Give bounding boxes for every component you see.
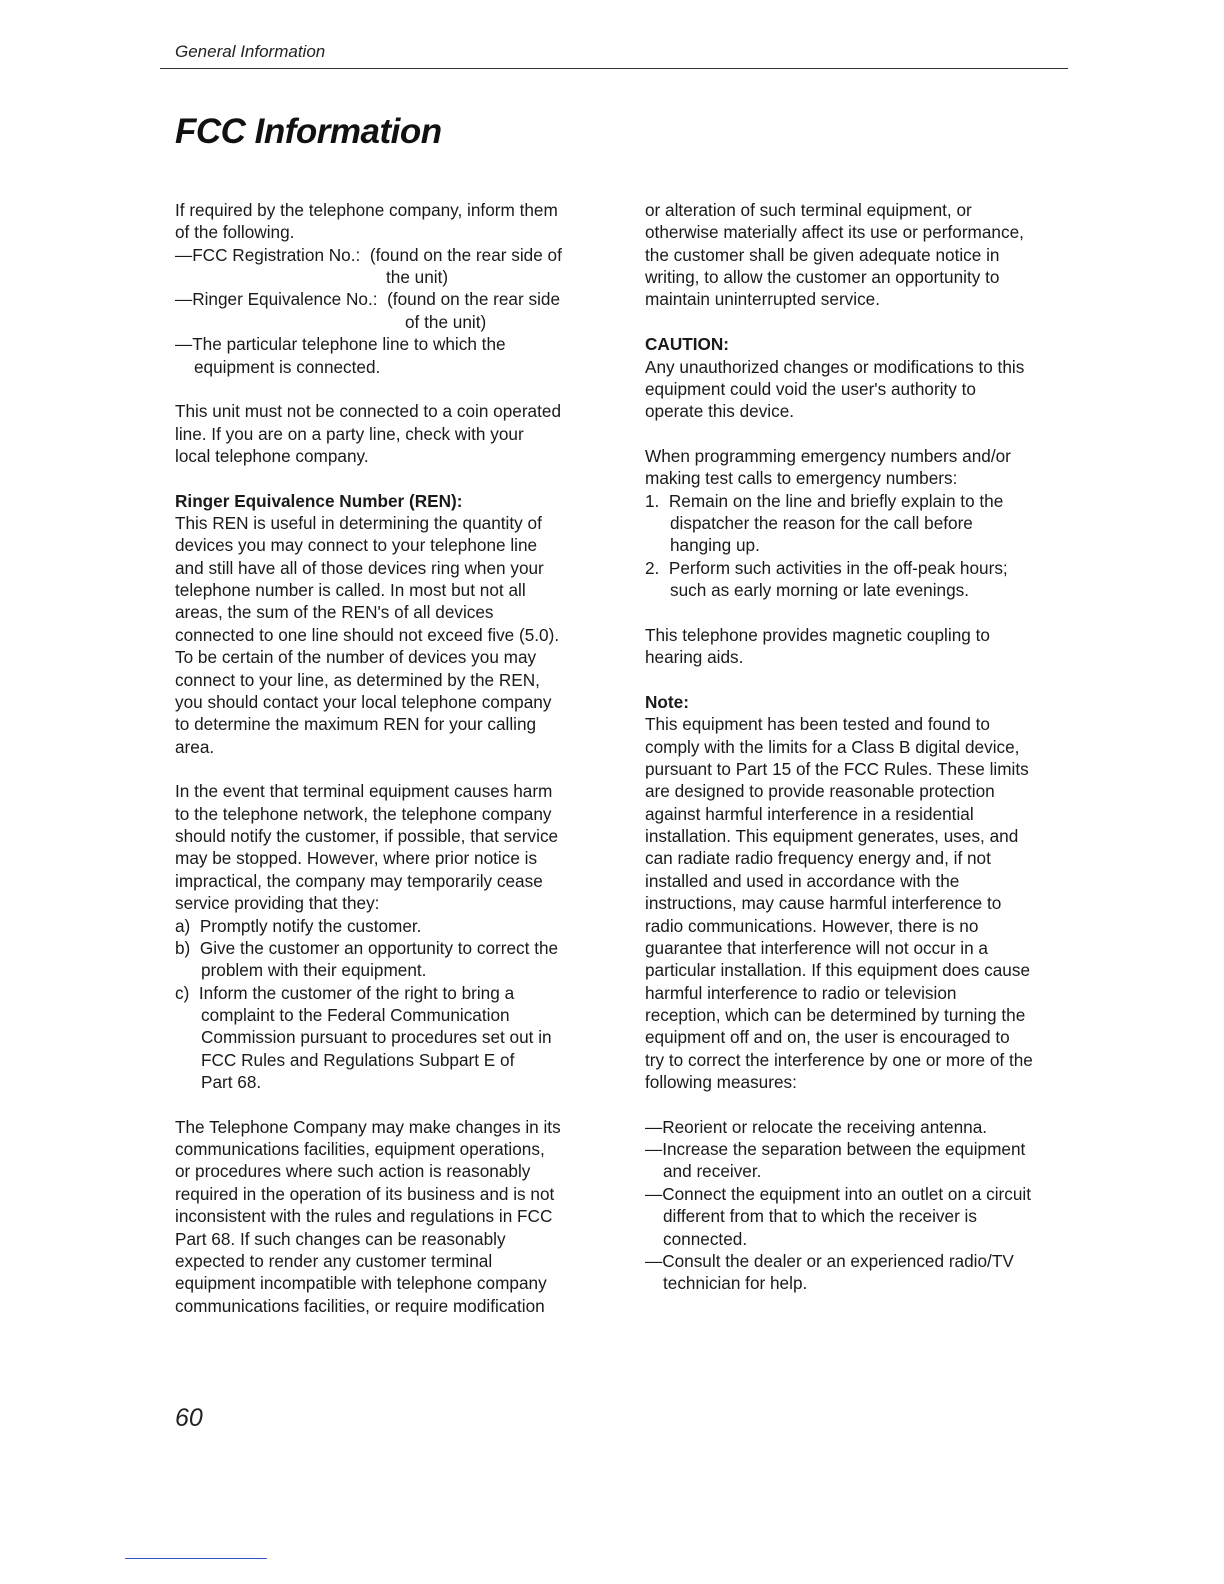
text-line: dispatcher the reason for the call before [670, 513, 973, 534]
text-line: against harmful interference in a residential [645, 803, 974, 824]
text-line: If required by the telephone company, inform them [175, 200, 558, 220]
text-line: —Connect the equipment into an outlet on a circuit [645, 1183, 1031, 1204]
text-line: required in the operation of its business and is not [175, 1183, 555, 1204]
text-line: local telephone company. [175, 445, 369, 466]
text-line: connect to your line, as determined by the REN, [175, 669, 540, 690]
text-line: pursuant to Part 15 of the FCC Rules. These limits [645, 758, 1029, 779]
blank-line [645, 669, 1085, 691]
text-line: equipment is connected. [194, 356, 381, 377]
text-line: of the unit) [405, 311, 487, 332]
text-line: communications facilities, equipment operations, [175, 1139, 545, 1160]
text-line: making test calls to emergency numbers: [645, 468, 958, 489]
section-heading: Note: [645, 691, 689, 712]
text-line: problem with their equipment. [201, 960, 427, 981]
blank-line [175, 378, 615, 400]
text-line: —The particular telephone line to which the [175, 334, 506, 355]
page-number: 60 [175, 1404, 203, 1432]
text-line: 2. Perform such activities in the off-peak hours; [645, 557, 1008, 578]
text-line: This REN is useful in determining the quantity of [175, 513, 542, 534]
text-line: FCC Rules and Regulations Subpart E of [201, 1049, 515, 1070]
text-line: area. [175, 736, 215, 757]
text-line: c) Inform the customer of the right to bring a [175, 982, 515, 1003]
blank-line [175, 1093, 615, 1115]
text-line: —Ringer Equivalence No.: (found on the rear side [175, 289, 561, 310]
blank-line [175, 467, 615, 489]
text-line: maintain uninterrupted service. [645, 289, 881, 310]
text-line: expected to render any customer terminal [175, 1250, 493, 1271]
blank-line [175, 758, 615, 780]
text-line: radio communications. However, there is no [645, 915, 979, 936]
text-line: you should contact your local telephone company [175, 691, 552, 712]
text-line: inconsistent with the rules and regulations in FCC [175, 1206, 553, 1227]
text-line: to determine the maximum REN for your calling [175, 714, 537, 735]
text-line: can radiate radio frequency energy and, if not [645, 848, 991, 869]
text-line: try to correct the interference by one or more of the [645, 1049, 1033, 1070]
text-line: connected. [663, 1228, 748, 1249]
right-column [645, 199, 1085, 1295]
text-line: are designed to provide reasonable protection [645, 781, 995, 802]
text-line: Commission pursuant to procedures set out in [201, 1027, 552, 1048]
text-line: equipment incompatible with telephone company [175, 1273, 547, 1294]
page-title: FCC Information [175, 112, 442, 151]
text-line: instructions, may cause harmful interference to [645, 893, 1002, 914]
text-line: connected to one line should not exceed five (5.0). [175, 624, 560, 645]
text-line: —Consult the dealer or an experienced radio/TV [645, 1250, 1014, 1271]
text-line: the customer shall be given adequate notice in [645, 244, 1000, 265]
blank-line [645, 311, 1085, 333]
blank-line [645, 423, 1085, 445]
text-line: In the event that terminal equipment causes harm [175, 781, 553, 802]
text-line: Part 68. If such changes can be reasonably [175, 1228, 506, 1249]
text-line: hanging up. [670, 535, 760, 556]
text-line: or procedures where such action is reasonably [175, 1161, 531, 1182]
text-line: or alteration of such terminal equipment, or [645, 200, 972, 220]
text-line: equipment off and on, the user is encouraged to [645, 1027, 1010, 1048]
text-line: the unit) [386, 267, 449, 288]
text-line: impractical, the company may temporarily cease [175, 870, 543, 891]
text-line: technician for help. [663, 1273, 808, 1294]
text-line: particular installation. If this equipment does cause [645, 960, 1031, 981]
text-line: —FCC Registration No.: (found on the rear side of [175, 244, 562, 265]
text-line: When programming emergency numbers and/or [645, 445, 1011, 466]
text-line: installation. This equipment generates, uses, and [645, 826, 1019, 847]
text-line: devices you may connect to your telephone line [175, 535, 538, 556]
text-line: such as early morning or late evenings. [670, 580, 970, 601]
header-rule [160, 68, 1068, 69]
text-line: reception, which can be determined by turning the [645, 1004, 1026, 1025]
section-heading: CAUTION: [645, 334, 730, 355]
text-line: may be stopped. However, where prior notice is [175, 848, 538, 869]
text-line: b) Give the customer an opportunity to correct the [175, 937, 559, 958]
text-line: service providing that they: [175, 893, 380, 914]
text-line: areas, the sum of the REN's of all devices [175, 602, 494, 623]
text-line: should notify the customer, if possible, that service [175, 826, 559, 847]
text-line: and still have all of those devices ring when your [175, 557, 544, 578]
text-line: comply with the limits for a Class B digital device, [645, 736, 1020, 757]
text-line: The Telephone Company may make changes in its [175, 1116, 561, 1137]
text-line: harmful interference to radio or television [645, 982, 957, 1003]
text-line: hearing aids. [645, 647, 744, 668]
text-line: installed and used in accordance with the [645, 870, 960, 891]
left-column [175, 199, 615, 1317]
text-line: of the following. [175, 222, 295, 243]
section-heading: Ringer Equivalence Number (REN): [175, 490, 463, 511]
text-line: 1. Remain on the line and briefly explain to the [645, 490, 1004, 511]
blank-line [645, 601, 1085, 623]
text-line: This equipment has been tested and found to [645, 714, 990, 735]
text-line: telephone number is called. In most but not all [175, 580, 526, 601]
text-line: line. If you are on a party line, check with your [175, 423, 524, 444]
text-line: complaint to the Federal Communication [201, 1004, 510, 1025]
text-line: Part 68. [201, 1072, 262, 1093]
text-line: —Increase the separation between the equipment [645, 1139, 1026, 1160]
text-line: guarantee that interference will not occur in a [645, 937, 988, 958]
footer-rule [125, 1558, 267, 1559]
running-head: General Information [175, 42, 326, 61]
text-line: This telephone provides magnetic coupling to [645, 624, 990, 645]
text-line: operate this device. [645, 401, 795, 422]
text-line: To be certain of the number of devices you may [175, 647, 537, 668]
text-line: otherwise materially affect its use or performance, [645, 222, 1024, 243]
text-line: following measures: [645, 1072, 797, 1093]
text-line: communications facilities, or require modification [175, 1295, 545, 1316]
text-line: writing, to allow the customer an opportunity to [645, 267, 1000, 288]
text-line: —Reorient or relocate the receiving antenna. [645, 1116, 988, 1137]
blank-line [645, 1093, 1085, 1115]
text-line: a) Promptly notify the customer. [175, 915, 422, 936]
text-line: This unit must not be connected to a coin operated [175, 401, 562, 422]
text-line: to the telephone network, the telephone company [175, 803, 552, 824]
text-line: and receiver. [663, 1161, 762, 1182]
text-line: different from that to which the receiver is [663, 1206, 977, 1227]
text-line: Any unauthorized changes or modifications to this [645, 356, 1025, 377]
text-line: equipment could void the user's authority to [645, 378, 976, 399]
